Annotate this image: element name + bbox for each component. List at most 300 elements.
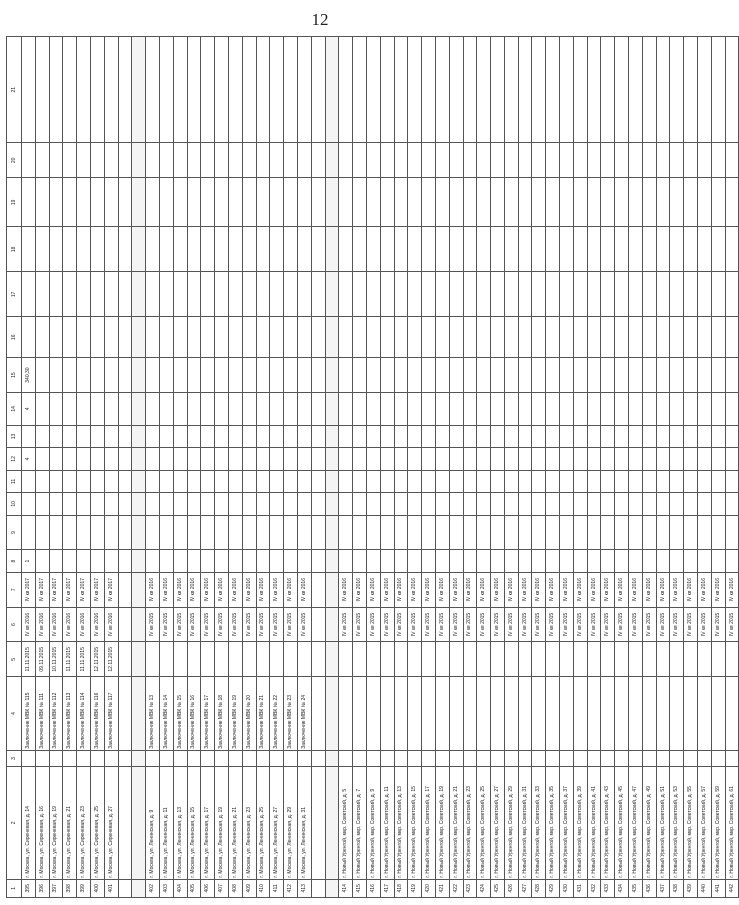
table-row xyxy=(90,37,104,898)
table-cell xyxy=(629,493,643,515)
table-cell xyxy=(408,358,422,393)
table-cell xyxy=(270,425,284,447)
table-row xyxy=(187,37,201,898)
table-cell: Заключение МВК № 113 xyxy=(63,677,77,751)
table-cell xyxy=(656,317,670,358)
table-cell xyxy=(642,677,656,751)
table-cell: IV кв 2016 xyxy=(159,572,173,607)
table-cell: 11.11.2015 xyxy=(22,642,36,677)
table-cell xyxy=(573,392,587,425)
table-cell xyxy=(435,550,449,572)
table-row xyxy=(380,37,394,898)
table-cell: IV кв 2016 xyxy=(394,572,408,607)
table-row xyxy=(394,37,408,898)
column-header: 6 xyxy=(7,607,22,642)
table-cell xyxy=(159,493,173,515)
table-row xyxy=(201,37,215,898)
table-cell xyxy=(159,227,173,272)
table-cell xyxy=(366,642,380,677)
column-header: 20 xyxy=(7,143,22,178)
table-cell: IV кв 2017 xyxy=(35,572,49,607)
table-cell xyxy=(35,392,49,425)
table-cell: г. Москва, ул. Ленинская, д. 25 xyxy=(256,767,270,879)
table-cell xyxy=(159,317,173,358)
table-cell: IV кв 2015 xyxy=(546,607,560,642)
table-cell: IV кв 2015 xyxy=(242,607,256,642)
table-cell xyxy=(656,425,670,447)
table-cell xyxy=(587,317,601,358)
table-cell xyxy=(104,515,118,550)
table-cell xyxy=(642,515,656,550)
table-cell: IV кв 2015 xyxy=(684,607,698,642)
table-cell xyxy=(22,272,36,317)
table-cell xyxy=(297,642,311,677)
table-cell xyxy=(63,550,77,572)
table-cell: 432 xyxy=(587,879,601,897)
table-cell xyxy=(173,143,187,178)
table-cell xyxy=(546,470,560,492)
table-cell xyxy=(532,550,546,572)
table-cell xyxy=(408,750,422,766)
table-cell xyxy=(435,317,449,358)
table-cell xyxy=(518,178,532,227)
table-cell xyxy=(422,515,436,550)
table-cell xyxy=(532,37,546,144)
subtotal-row xyxy=(311,37,325,898)
table-cell xyxy=(90,272,104,317)
table-cell xyxy=(463,392,477,425)
table-cell xyxy=(187,448,201,470)
table-cell xyxy=(394,470,408,492)
table-cell xyxy=(435,425,449,447)
table-cell xyxy=(711,550,725,572)
table-cell xyxy=(532,750,546,766)
table-cell xyxy=(366,392,380,425)
table-cell xyxy=(353,178,367,227)
table-cell: 439 xyxy=(684,879,698,897)
table-cell: 431 xyxy=(573,879,587,897)
table-cell: IV кв 2015 xyxy=(449,607,463,642)
table-cell xyxy=(491,470,505,492)
table-cell xyxy=(573,272,587,317)
table-cell xyxy=(463,750,477,766)
table-cell xyxy=(449,317,463,358)
table-cell: г. Новый Уренгой, мкр. Советский, д. 29 xyxy=(504,767,518,879)
table-cell xyxy=(325,425,339,447)
table-cell xyxy=(422,550,436,572)
table-cell xyxy=(642,642,656,677)
column-header: 3 xyxy=(7,750,22,766)
table-cell xyxy=(615,493,629,515)
table-cell: IV кв 2016 xyxy=(215,572,229,607)
table-cell xyxy=(573,642,587,677)
table-cell xyxy=(698,143,712,178)
table-cell xyxy=(311,317,325,358)
table-cell xyxy=(725,515,739,550)
table-cell xyxy=(132,358,146,393)
table-cell: IV кв 2016 xyxy=(422,572,436,607)
table-cell xyxy=(422,750,436,766)
table-cell xyxy=(242,515,256,550)
table-cell xyxy=(518,37,532,144)
table-cell xyxy=(132,448,146,470)
table-cell xyxy=(546,448,560,470)
table-cell xyxy=(146,448,160,470)
table-cell xyxy=(477,515,491,550)
table-cell xyxy=(325,227,339,272)
table-cell xyxy=(725,677,739,751)
table-cell xyxy=(49,470,63,492)
table-cell xyxy=(394,515,408,550)
table-cell xyxy=(146,425,160,447)
table-cell xyxy=(49,493,63,515)
table-cell xyxy=(297,425,311,447)
table-cell: г. Новый Уренгой, мкр. Советский, д. 57 xyxy=(698,767,712,879)
table-cell: IV кв 2015 xyxy=(629,607,643,642)
table-cell xyxy=(104,227,118,272)
table-cell xyxy=(629,143,643,178)
table-cell xyxy=(325,37,339,144)
table-cell: IV кв 2016 xyxy=(656,572,670,607)
table-cell: IV кв 2015 xyxy=(270,607,284,642)
table-cell xyxy=(77,493,91,515)
table-cell xyxy=(339,178,353,227)
table-cell xyxy=(670,677,684,751)
group-header-row xyxy=(132,37,146,898)
table-cell xyxy=(63,358,77,393)
table-cell: IV кв 2016 xyxy=(187,572,201,607)
table-cell xyxy=(104,425,118,447)
table-cell xyxy=(629,178,643,227)
table-cell xyxy=(242,550,256,572)
table-cell xyxy=(642,272,656,317)
table-cell xyxy=(422,178,436,227)
table-cell xyxy=(366,470,380,492)
table-cell xyxy=(435,178,449,227)
table-cell xyxy=(311,607,325,642)
table-cell xyxy=(284,493,298,515)
table-cell xyxy=(670,750,684,766)
table-cell xyxy=(491,515,505,550)
table-cell xyxy=(297,143,311,178)
table-cell xyxy=(35,227,49,272)
table-cell xyxy=(215,358,229,393)
table-cell xyxy=(573,425,587,447)
table-cell: г. Москва, ул. Ленинская, д. 19 xyxy=(215,767,229,879)
table-cell xyxy=(394,750,408,766)
table-cell xyxy=(35,358,49,393)
table-cell xyxy=(118,493,132,515)
table-cell xyxy=(477,358,491,393)
table-cell xyxy=(698,317,712,358)
table-cell xyxy=(366,37,380,144)
table-row xyxy=(504,37,518,898)
table-cell xyxy=(684,358,698,393)
table-cell xyxy=(573,750,587,766)
table-cell: IV кв 2016 xyxy=(353,572,367,607)
table-cell xyxy=(187,358,201,393)
table-cell xyxy=(435,448,449,470)
table-cell xyxy=(670,358,684,393)
table-cell xyxy=(77,358,91,393)
table-cell xyxy=(491,143,505,178)
table-cell xyxy=(49,143,63,178)
table-cell xyxy=(698,272,712,317)
table-cell xyxy=(201,642,215,677)
table-cell xyxy=(601,515,615,550)
table-cell xyxy=(449,448,463,470)
table-cell xyxy=(587,515,601,550)
table-cell xyxy=(642,550,656,572)
table-cell xyxy=(573,515,587,550)
table-cell xyxy=(684,143,698,178)
table-cell xyxy=(63,227,77,272)
table-cell xyxy=(132,879,146,897)
column-header: 1 xyxy=(7,879,22,897)
table-cell xyxy=(311,677,325,751)
table-cell xyxy=(256,178,270,227)
table-row xyxy=(573,37,587,898)
table-cell: г. Москва, ул. Сиреневая, д. 21 xyxy=(63,767,77,879)
table-cell xyxy=(77,425,91,447)
table-cell xyxy=(77,272,91,317)
table-cell xyxy=(408,515,422,550)
table-cell xyxy=(228,493,242,515)
table-cell xyxy=(242,37,256,144)
table-cell xyxy=(698,515,712,550)
table-cell xyxy=(725,642,739,677)
table-cell: г. Москва, ул. Ленинская, д. 27 xyxy=(270,767,284,879)
table-cell xyxy=(146,550,160,572)
table-cell xyxy=(270,515,284,550)
table-cell: 4 xyxy=(22,392,36,425)
table-cell xyxy=(491,493,505,515)
table-cell xyxy=(118,470,132,492)
table-cell xyxy=(601,750,615,766)
table-cell xyxy=(104,750,118,766)
table-cell: г. Москва, ул. Ленинская, д. 9 xyxy=(146,767,160,879)
table-cell: Заключение МВК № 18 xyxy=(215,677,229,751)
table-cell xyxy=(256,550,270,572)
table-cell xyxy=(270,550,284,572)
table-cell xyxy=(22,178,36,227)
table-cell: IV кв 2015 xyxy=(366,607,380,642)
table-cell xyxy=(504,677,518,751)
table-row xyxy=(656,37,670,898)
table-cell xyxy=(297,750,311,766)
table-cell xyxy=(449,550,463,572)
table-cell: IV кв 2015 xyxy=(573,607,587,642)
table-cell xyxy=(63,750,77,766)
table-cell xyxy=(615,178,629,227)
table-cell xyxy=(339,448,353,470)
table-cell xyxy=(187,750,201,766)
table-cell xyxy=(311,392,325,425)
table-body xyxy=(22,37,739,898)
table-cell xyxy=(284,143,298,178)
table-cell: 421 xyxy=(435,879,449,897)
table-cell xyxy=(132,143,146,178)
table-cell xyxy=(90,143,104,178)
table-cell: IV кв 2016 xyxy=(256,572,270,607)
table-cell xyxy=(297,178,311,227)
table-cell: IV кв 2015 xyxy=(698,607,712,642)
table-row xyxy=(435,37,449,898)
table-cell xyxy=(518,392,532,425)
table-cell xyxy=(77,550,91,572)
table-cell xyxy=(256,448,270,470)
table-cell xyxy=(90,317,104,358)
table-cell xyxy=(104,493,118,515)
table-cell xyxy=(684,37,698,144)
table-cell xyxy=(380,470,394,492)
table-cell xyxy=(311,470,325,492)
table-cell xyxy=(422,37,436,144)
table-cell xyxy=(325,493,339,515)
table-cell xyxy=(132,425,146,447)
table-cell xyxy=(504,425,518,447)
table-cell xyxy=(35,470,49,492)
table-cell xyxy=(698,37,712,144)
table-cell xyxy=(615,448,629,470)
table-cell: г. Москва, ул. Ленинская, д. 17 xyxy=(201,767,215,879)
table-cell xyxy=(394,550,408,572)
table-cell: г. Москва, ул. Ленинская, д. 11 xyxy=(159,767,173,879)
table-cell xyxy=(670,392,684,425)
table-cell xyxy=(573,37,587,144)
table-cell xyxy=(491,227,505,272)
table-cell: 406 xyxy=(201,879,215,897)
table-cell xyxy=(601,550,615,572)
table-cell xyxy=(629,550,643,572)
table-row xyxy=(242,37,256,898)
table-row xyxy=(104,37,118,898)
table-cell xyxy=(711,317,725,358)
table-cell xyxy=(546,272,560,317)
table-cell: IV кв 2015 xyxy=(159,607,173,642)
table-cell xyxy=(284,358,298,393)
table-cell xyxy=(546,358,560,393)
table-cell xyxy=(284,550,298,572)
table-cell xyxy=(504,493,518,515)
table-row xyxy=(408,37,422,898)
table-cell xyxy=(118,392,132,425)
table-cell xyxy=(311,515,325,550)
table-cell xyxy=(173,317,187,358)
table-cell xyxy=(601,392,615,425)
table-cell xyxy=(698,425,712,447)
table-cell xyxy=(159,470,173,492)
table-cell xyxy=(35,143,49,178)
table-cell xyxy=(146,392,160,425)
table-cell: 12.11.2015 xyxy=(90,642,104,677)
table-cell xyxy=(242,272,256,317)
table-cell xyxy=(104,470,118,492)
table-cell xyxy=(201,272,215,317)
table-cell xyxy=(546,677,560,751)
table-cell xyxy=(353,317,367,358)
table-cell xyxy=(670,143,684,178)
table-cell xyxy=(449,470,463,492)
table-cell xyxy=(394,358,408,393)
table-cell xyxy=(215,550,229,572)
table-cell xyxy=(325,272,339,317)
table-cell: IV кв 2016 xyxy=(380,572,394,607)
table-cell xyxy=(670,642,684,677)
table-cell xyxy=(380,750,394,766)
table-cell: г. Новый Уренгой, мкр. Советский, д. 17 xyxy=(422,767,436,879)
table-cell: г. Москва, ул. Ленинская, д. 31 xyxy=(297,767,311,879)
table-cell xyxy=(339,515,353,550)
table-cell: г. Новый Уренгой, мкр. Советский, д. 31 xyxy=(518,767,532,879)
table-cell xyxy=(118,227,132,272)
table-cell xyxy=(201,358,215,393)
table-cell xyxy=(435,470,449,492)
table-cell xyxy=(284,642,298,677)
table-cell: г. Москва, ул. Сиреневая, д. 14 xyxy=(22,767,36,879)
table-cell xyxy=(353,425,367,447)
table-cell xyxy=(63,470,77,492)
table-cell xyxy=(698,392,712,425)
table-cell xyxy=(504,272,518,317)
table-cell: IV кв 2016 xyxy=(146,572,160,607)
table-cell xyxy=(629,227,643,272)
table-cell: 429 xyxy=(546,879,560,897)
table-cell xyxy=(546,143,560,178)
column-header: 7 xyxy=(7,572,22,607)
table-cell xyxy=(504,392,518,425)
table-cell xyxy=(504,227,518,272)
table-cell xyxy=(449,143,463,178)
table-cell xyxy=(49,515,63,550)
table-cell xyxy=(615,317,629,358)
table-cell xyxy=(132,642,146,677)
column-header: 5 xyxy=(7,642,22,677)
table-cell xyxy=(63,272,77,317)
table-cell xyxy=(201,227,215,272)
table-row xyxy=(725,37,739,898)
table-cell xyxy=(187,317,201,358)
table-cell: 400 xyxy=(90,879,104,897)
table-cell xyxy=(132,272,146,317)
table-cell: IV кв 2015 xyxy=(408,607,422,642)
table-cell xyxy=(187,493,201,515)
table-cell xyxy=(325,879,339,897)
table-cell xyxy=(49,425,63,447)
table-cell xyxy=(463,515,477,550)
table-cell xyxy=(518,493,532,515)
table-cell: 418 xyxy=(394,879,408,897)
table-cell xyxy=(297,550,311,572)
table-cell xyxy=(587,470,601,492)
table-cell xyxy=(615,37,629,144)
table-cell xyxy=(629,515,643,550)
table-cell xyxy=(201,317,215,358)
table-cell: г. Новый Уренгой, мкр. Советский, д. 43 xyxy=(601,767,615,879)
table-cell: г. Новый Уренгой, мкр. Советский, д. 45 xyxy=(615,767,629,879)
table-cell xyxy=(491,750,505,766)
table-cell xyxy=(504,550,518,572)
table-cell xyxy=(104,392,118,425)
table-cell xyxy=(228,550,242,572)
table-cell xyxy=(353,37,367,144)
table-cell xyxy=(615,642,629,677)
table-cell xyxy=(325,448,339,470)
table-cell xyxy=(615,550,629,572)
table-cell xyxy=(684,677,698,751)
table-cell xyxy=(463,143,477,178)
table-cell xyxy=(49,37,63,144)
